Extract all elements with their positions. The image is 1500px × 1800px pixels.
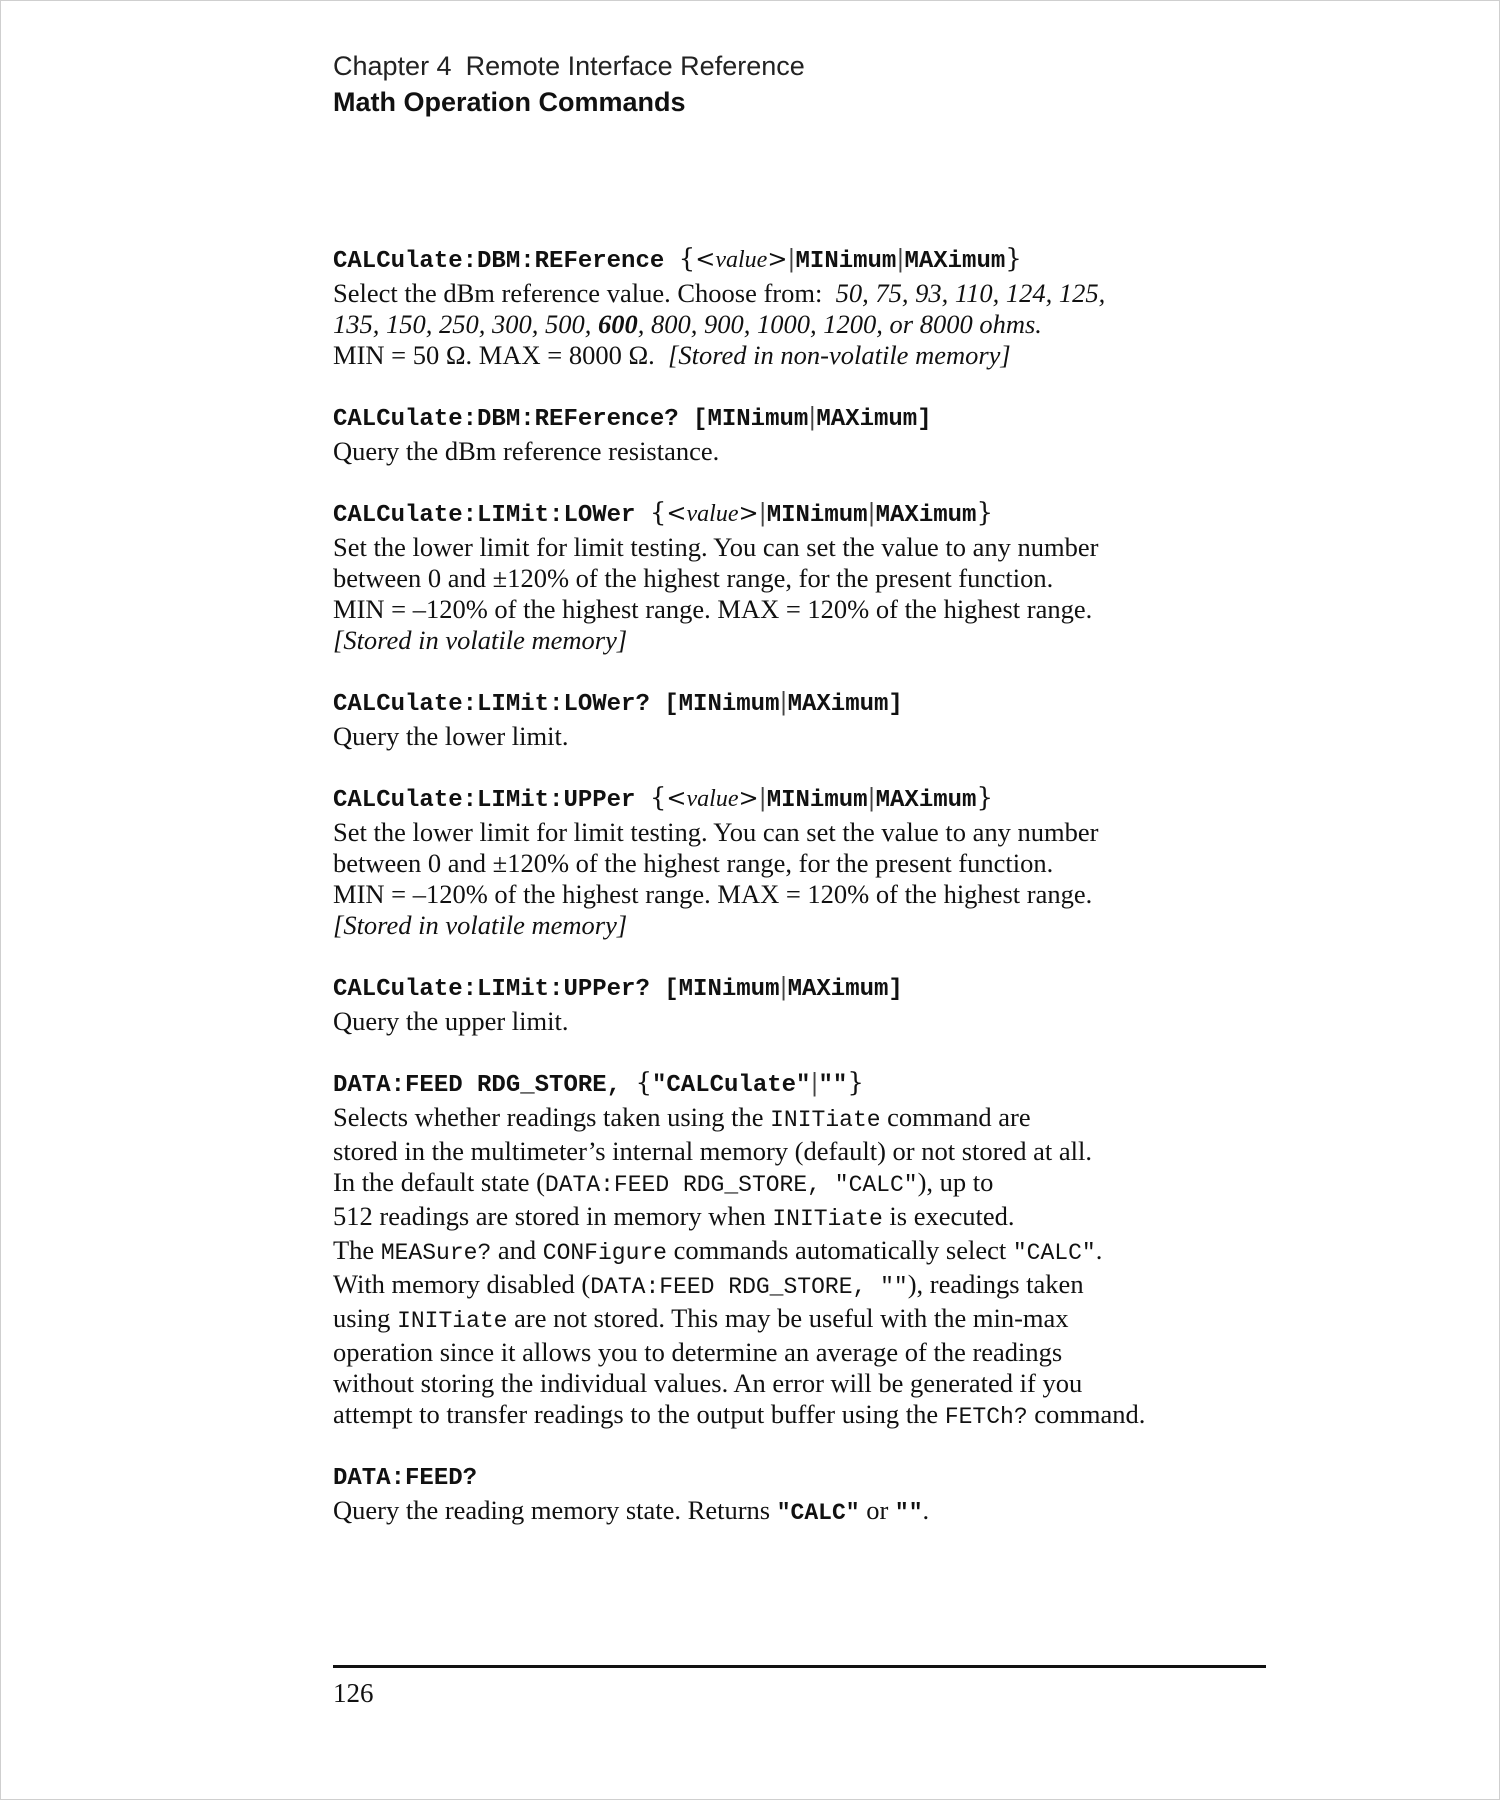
desc-line: Set the lower limit for limit testing. You can set the value to any number bbox=[333, 817, 1099, 847]
storage-note: [Stored in volatile memory] bbox=[333, 910, 628, 940]
page-header bbox=[333, 48, 805, 120]
desc-text: is executed. bbox=[889, 1201, 1015, 1231]
param-max: MAXimum bbox=[904, 248, 1006, 275]
command-description bbox=[333, 532, 1273, 656]
inline-code: "CALC" bbox=[776, 1500, 860, 1526]
entry-data-feed-query bbox=[333, 1463, 1273, 1529]
inline-code: DATA:FEED RDG_STORE, "CALC" bbox=[544, 1172, 918, 1198]
command-syntax: CALCulate:LIMit:UPPer? [MINimum|MAXimum] bbox=[333, 973, 903, 1003]
storage-note: [Stored in non-volatile memory] bbox=[668, 340, 1011, 370]
inline-code: INITiate bbox=[397, 1308, 508, 1334]
entry-limit-lower-query bbox=[333, 686, 1273, 752]
desc-text: 512 readings are stored in memory when bbox=[333, 1201, 766, 1231]
desc-line: MIN = –120% of the highest range. MAX = 120% of the highest range. bbox=[333, 879, 1093, 909]
command-syntax: CALCulate:DBM:REFerence {<value>|MINimum|MAXimum} bbox=[333, 244, 1022, 275]
param-max: MAXimum bbox=[875, 502, 977, 529]
param-min: MINimum bbox=[766, 787, 868, 814]
desc-text: With memory disabled ( bbox=[333, 1269, 591, 1299]
command-name: CALCulate:LIMit:UPPer bbox=[333, 787, 636, 814]
command-syntax: CALCulate:LIMit:LOWer {<value>|MINimum|MAXimum} bbox=[333, 498, 993, 529]
desc-line: stored in the multimeter’s internal memory (default) or not stored at all. bbox=[333, 1136, 1092, 1166]
inline-code: "" bbox=[894, 1500, 923, 1526]
desc-line: between 0 and ±120% of the highest range, for the present function. bbox=[333, 848, 1054, 878]
entry-dbm-reference-query bbox=[333, 401, 1273, 467]
desc-text: The bbox=[333, 1235, 375, 1265]
command-description bbox=[333, 1495, 1273, 1529]
desc-line: operation since it allows you to determine an average of the readings bbox=[333, 1337, 1063, 1367]
values-list: 50, 75, 93, 110, 124, 125, bbox=[835, 278, 1106, 308]
param-max: MAXimum bbox=[875, 787, 977, 814]
command-name: DATA:FEED RDG_STORE, bbox=[333, 1072, 622, 1099]
desc-text: commands automatically select bbox=[673, 1235, 1007, 1265]
desc-text: or bbox=[866, 1495, 889, 1525]
desc-text: and bbox=[497, 1235, 537, 1265]
command-name: DATA:FEED? bbox=[333, 1465, 478, 1492]
command-syntax: CALCulate:LIMit:LOWer? [MINimum|MAXimum] bbox=[333, 688, 903, 718]
command-description: Query the dBm reference resistance. bbox=[333, 436, 720, 466]
desc-text: command. bbox=[1034, 1399, 1146, 1429]
param-min: MINimum bbox=[766, 502, 868, 529]
section-title: Math Operation Commands bbox=[333, 87, 686, 117]
command-syntax: CALCulate:DBM:REFerence? [MINimum|MAXimum] bbox=[333, 403, 932, 433]
inline-code: DATA:FEED RDG_STORE, "" bbox=[590, 1274, 908, 1300]
chapter-line bbox=[333, 48, 805, 84]
page-number: 126 bbox=[333, 1678, 374, 1708]
command-name: CALCulate:DBM:REFerence bbox=[333, 248, 665, 275]
command-description bbox=[333, 278, 1273, 371]
desc-text: attempt to transfer readings to the output buffer using the bbox=[333, 1399, 939, 1429]
param-empty: "" bbox=[818, 1072, 848, 1099]
storage-note: [Stored in volatile memory] bbox=[333, 625, 628, 655]
chapter-title: Remote Interface Reference bbox=[465, 51, 805, 81]
param-min: MINimum bbox=[795, 248, 897, 275]
command-name: CALCulate:LIMit:LOWer bbox=[333, 502, 636, 529]
entry-limit-upper-query bbox=[333, 971, 1273, 1037]
param-max: MAXimum] bbox=[816, 406, 932, 433]
desc-text: are not stored. This may be useful with the min-max bbox=[514, 1303, 1069, 1333]
entry-limit-lower bbox=[333, 497, 1273, 656]
param-calc: "CALCulate" bbox=[652, 1072, 811, 1099]
inline-code: MEASure? bbox=[380, 1240, 492, 1266]
desc-text: using bbox=[333, 1303, 391, 1333]
command-syntax bbox=[333, 1463, 1273, 1495]
desc-line: MIN = –120% of the highest range. MAX = 120% of the highest range. bbox=[333, 594, 1093, 624]
entry-dbm-reference bbox=[333, 243, 1273, 371]
footer-rule bbox=[333, 1665, 1266, 1668]
desc-text: Selects whether readings taken using the bbox=[333, 1102, 764, 1132]
desc-text: . bbox=[922, 1495, 930, 1525]
default-value: 600 bbox=[598, 309, 638, 339]
command-description: Query the upper limit. bbox=[333, 1006, 569, 1036]
chapter-number: Chapter 4 bbox=[333, 51, 452, 81]
param-value: value bbox=[715, 247, 768, 273]
param-value: value bbox=[686, 786, 739, 812]
command-name: CALCulate:DBM:REFerence? [MINimum bbox=[333, 406, 809, 433]
desc-text: Query the reading memory state. Returns bbox=[333, 1495, 771, 1525]
command-description: Query the lower limit. bbox=[333, 721, 569, 751]
values-list: 135, 150, 250, 300, 500, bbox=[333, 309, 592, 339]
inline-code: "CALC" bbox=[1012, 1240, 1096, 1266]
inline-code: INITiate bbox=[772, 1206, 883, 1232]
command-name: CALCulate:LIMit:UPPer? [MINimum bbox=[333, 976, 780, 1003]
entry-limit-upper bbox=[333, 782, 1273, 941]
desc-text: In the default state ( bbox=[333, 1167, 545, 1197]
entry-data-feed bbox=[333, 1067, 1273, 1433]
desc-line: Set the lower limit for limit testing. You can set the value to any number bbox=[333, 532, 1099, 562]
desc-text: ), readings taken bbox=[907, 1269, 1084, 1299]
command-syntax: CALCulate:LIMit:UPPer {<value>|MINimum|MAXimum} bbox=[333, 783, 993, 814]
desc-line: between 0 and ±120% of the highest range, for the present function. bbox=[333, 563, 1054, 593]
inline-code: FETCh? bbox=[944, 1404, 1028, 1430]
param-max: MAXimum] bbox=[787, 691, 903, 718]
command-list bbox=[333, 243, 1273, 1559]
inline-code: INITiate bbox=[770, 1107, 881, 1133]
command-syntax: DATA:FEED RDG_STORE, {"CALCulate"|""} bbox=[333, 1068, 864, 1099]
param-max: MAXimum] bbox=[787, 976, 903, 1003]
inline-code: CONFigure bbox=[542, 1240, 667, 1266]
desc-text: Select the dBm reference value. Choose from: bbox=[333, 278, 823, 308]
command-name: CALCulate:LIMit:LOWer? [MINimum bbox=[333, 691, 780, 718]
desc-line: without storing the individual values. An error will be generated if you bbox=[333, 1368, 1083, 1398]
desc-text: command are bbox=[887, 1102, 1031, 1132]
param-value: value bbox=[686, 501, 739, 527]
command-description bbox=[333, 1102, 1273, 1433]
min-max-text: MIN = 50 Ω. MAX = 8000 Ω. bbox=[333, 340, 655, 370]
desc-text: . bbox=[1095, 1235, 1103, 1265]
desc-text: ), up to bbox=[917, 1167, 994, 1197]
command-description bbox=[333, 817, 1273, 941]
values-list: , 800, 900, 1000, 1200, or 8000 ohms. bbox=[637, 309, 1042, 339]
